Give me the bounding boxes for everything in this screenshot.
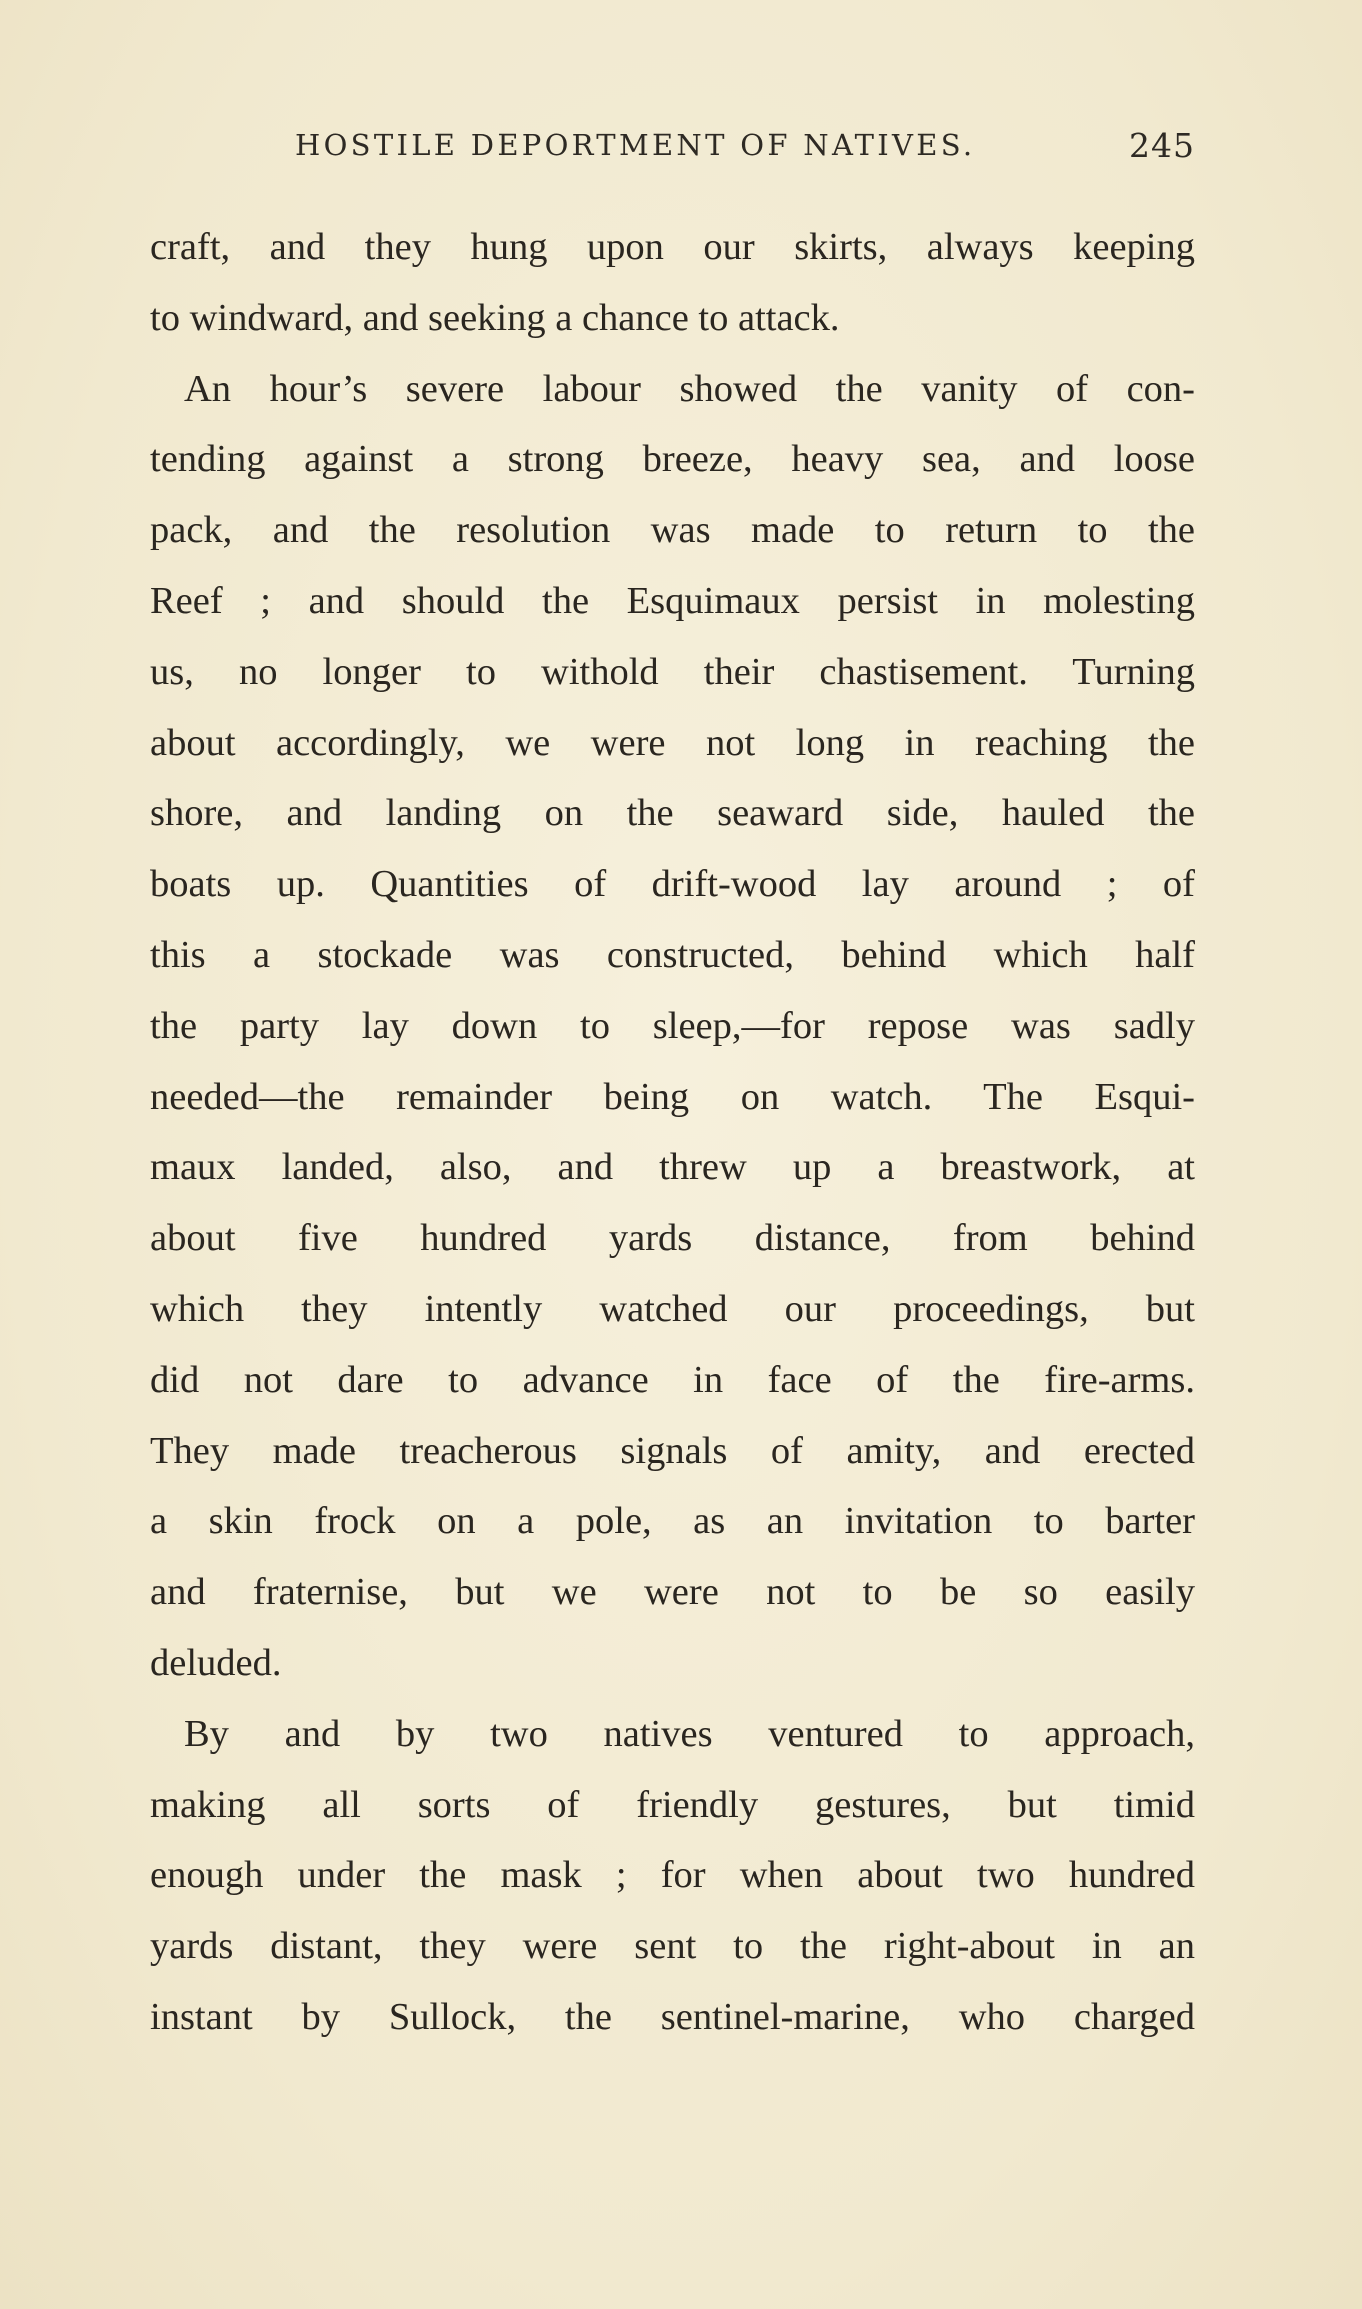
text-line: which they intently watched our proceedings, but bbox=[150, 1287, 1195, 1330]
text-line: making all sorts of friendly gestures, but timid bbox=[150, 1783, 1195, 1826]
text-line: craft, and they hung upon our skirts, always keeping bbox=[150, 226, 1195, 268]
text-line: deluded. bbox=[150, 1641, 282, 1684]
text-line: and fraternise, but we were not to be so easily bbox=[150, 1571, 1195, 1614]
text-line: Reef ; and should the Esquimaux persist in molesting bbox=[150, 579, 1195, 622]
paragraph-2 bbox=[150, 354, 1195, 1699]
text-line: By and by two natives ventured to approach, bbox=[184, 1712, 1195, 1755]
text-line: instant by Sullock, the sentinel-marine, who charged bbox=[150, 1995, 1195, 2038]
text-line: needed—the remainder being on watch. The Esqui- bbox=[150, 1075, 1195, 1118]
running-header bbox=[150, 128, 1195, 172]
text-line: They made treacherous signals of amity, and erected bbox=[150, 1429, 1195, 1472]
text-line: about five hundred yards distance, from behind bbox=[150, 1217, 1195, 1260]
paragraph-3 bbox=[150, 1699, 1195, 2053]
paragraph-1 bbox=[150, 212, 1195, 354]
text-line: us, no longer to withold their chastisement. Turning bbox=[150, 650, 1195, 693]
text-line: boats up. Quantities of drift-wood lay around ; of bbox=[150, 863, 1195, 906]
text-line: to windward, and seeking a chance to attack. bbox=[150, 296, 840, 339]
text-line: did not dare to advance in face of the fire-arms. bbox=[150, 1358, 1195, 1401]
text-line: tending against a strong breeze, heavy sea, and loose bbox=[150, 438, 1195, 481]
text-line: about accordingly, we were not long in reaching the bbox=[150, 721, 1195, 764]
running-title: HOSTILE DEPORTMENT OF NATIVES. bbox=[295, 128, 976, 162]
text-line: the party lay down to sleep,—for repose was sadly bbox=[150, 1004, 1195, 1047]
text-line: An hour’s severe labour showed the vanity of con- bbox=[184, 367, 1195, 410]
text-line: pack, and the resolution was made to return to the bbox=[150, 509, 1195, 552]
body-text bbox=[150, 212, 1195, 2053]
text-line: this a stockade was constructed, behind which half bbox=[150, 933, 1195, 976]
text-line: enough under the mask ; for when about two hundred bbox=[150, 1854, 1195, 1897]
text-line: maux landed, also, and threw up a breastwork, at bbox=[150, 1146, 1195, 1189]
text-line: shore, and landing on the seaward side, hauled the bbox=[150, 792, 1195, 835]
text-line: a skin frock on a pole, as an invitation to barter bbox=[150, 1500, 1195, 1543]
page-number: 245 bbox=[1129, 126, 1195, 165]
text-line: yards distant, they were sent to the right-about in an bbox=[150, 1925, 1195, 1968]
